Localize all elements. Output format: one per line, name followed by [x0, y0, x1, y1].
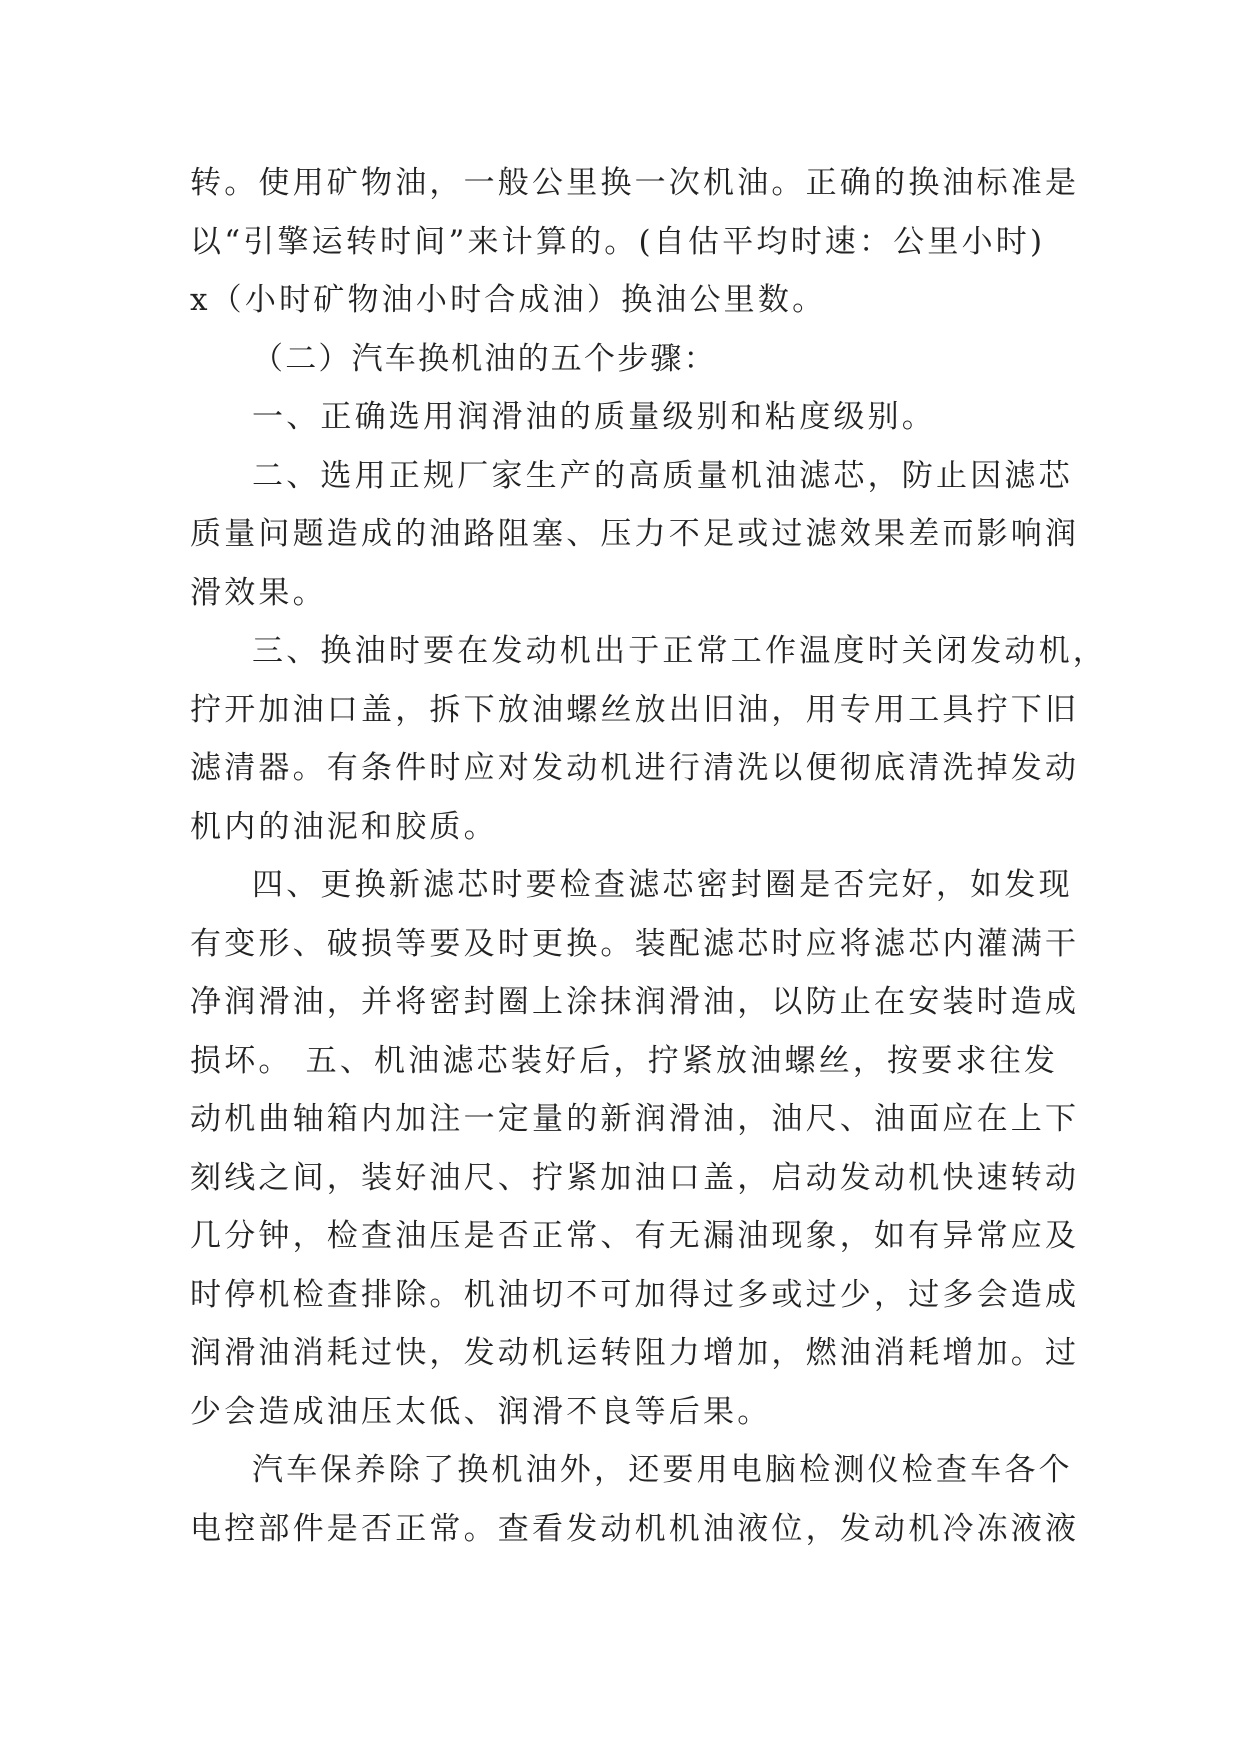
- step-3-line-4: 机内的油泥和胶质。: [190, 808, 498, 845]
- maintenance-line-1: 汽车保养除了换机油外，还要用电脑检测仪检查车各个: [252, 1452, 1073, 1488]
- text-line-3: x（小时矿物油小时合成油）换油公里数。: [190, 282, 827, 318]
- step-4-line-1: 四、更换新滤芯时要检查滤芯密封圈是否完好，如发现: [252, 867, 1073, 903]
- text-line-1: 转。使用矿物油，一般公里换一次机油。正确的换油标准是: [190, 165, 1080, 201]
- step-4-5-line: 损坏。 五、机油滤芯装好后，拧紧放油螺丝，按要求往发: [190, 1042, 1059, 1079]
- step-3-line-2: 拧开加油口盖，拆下放油螺丝放出旧油，用专用工具拧下旧: [190, 691, 1080, 728]
- section-heading: （二）汽车换机油的五个步骤：: [252, 340, 717, 377]
- text-line-2: 以“引擎运转时间”来计算的。(自估平均时速：公里小时): [190, 223, 1046, 260]
- step-5-line-6: 润滑油消耗过快，发动机运转阻力增加，燃油消耗增加。过: [190, 1335, 1080, 1371]
- step-2-line-2: 质量问题造成的油路阻塞、压力不足或过滤效果差而影响润: [190, 516, 1080, 552]
- step-4-line-2: 有变形、破损等要及时更换。装配滤芯时应将滤芯内灌满干: [190, 925, 1080, 962]
- step-3-line-3: 滤清器。有条件时应对发动机进行清洗以便彻底清洗掉发动: [190, 750, 1080, 786]
- step-5-line-4: 几分钟，检查油压是否正常、有无漏油现象，如有异常应及: [190, 1218, 1080, 1254]
- step-5-line-3: 刻线之间，装好油尺、拧紧加油口盖，启动发动机快速转动: [190, 1159, 1080, 1196]
- step-5-line-7: 少会造成油压太低、润滑不良等后果。: [190, 1393, 772, 1430]
- step-2-line-1: 二、选用正规厂家生产的高质量机油滤芯，防止因滤芯: [252, 457, 1073, 494]
- maintenance-line-2: 电控部件是否正常。查看发动机机油液位，发动机冷冻液液: [190, 1510, 1080, 1547]
- step-3-line-1: 三、换油时要在发动机出于正常工作温度时关闭发动机，: [252, 633, 1107, 669]
- step-5-line-5: 时停机检查排除。机油切不可加得过多或过少，过多会造成: [190, 1276, 1080, 1313]
- step-2-line-3: 滑效果。: [190, 574, 327, 611]
- step-5-line-2: 动机曲轴箱内加注一定量的新润滑油，油尺、油面应在上下: [190, 1101, 1080, 1137]
- step-4-line-3: 净润滑油，并将密封圈上涂抹润滑油，以防止在安装时造成: [190, 984, 1080, 1020]
- document-body: [190, 154, 1107, 1558]
- step-1-line-1: 一、正确选用润滑油的质量级别和粘度级别。: [252, 399, 936, 435]
